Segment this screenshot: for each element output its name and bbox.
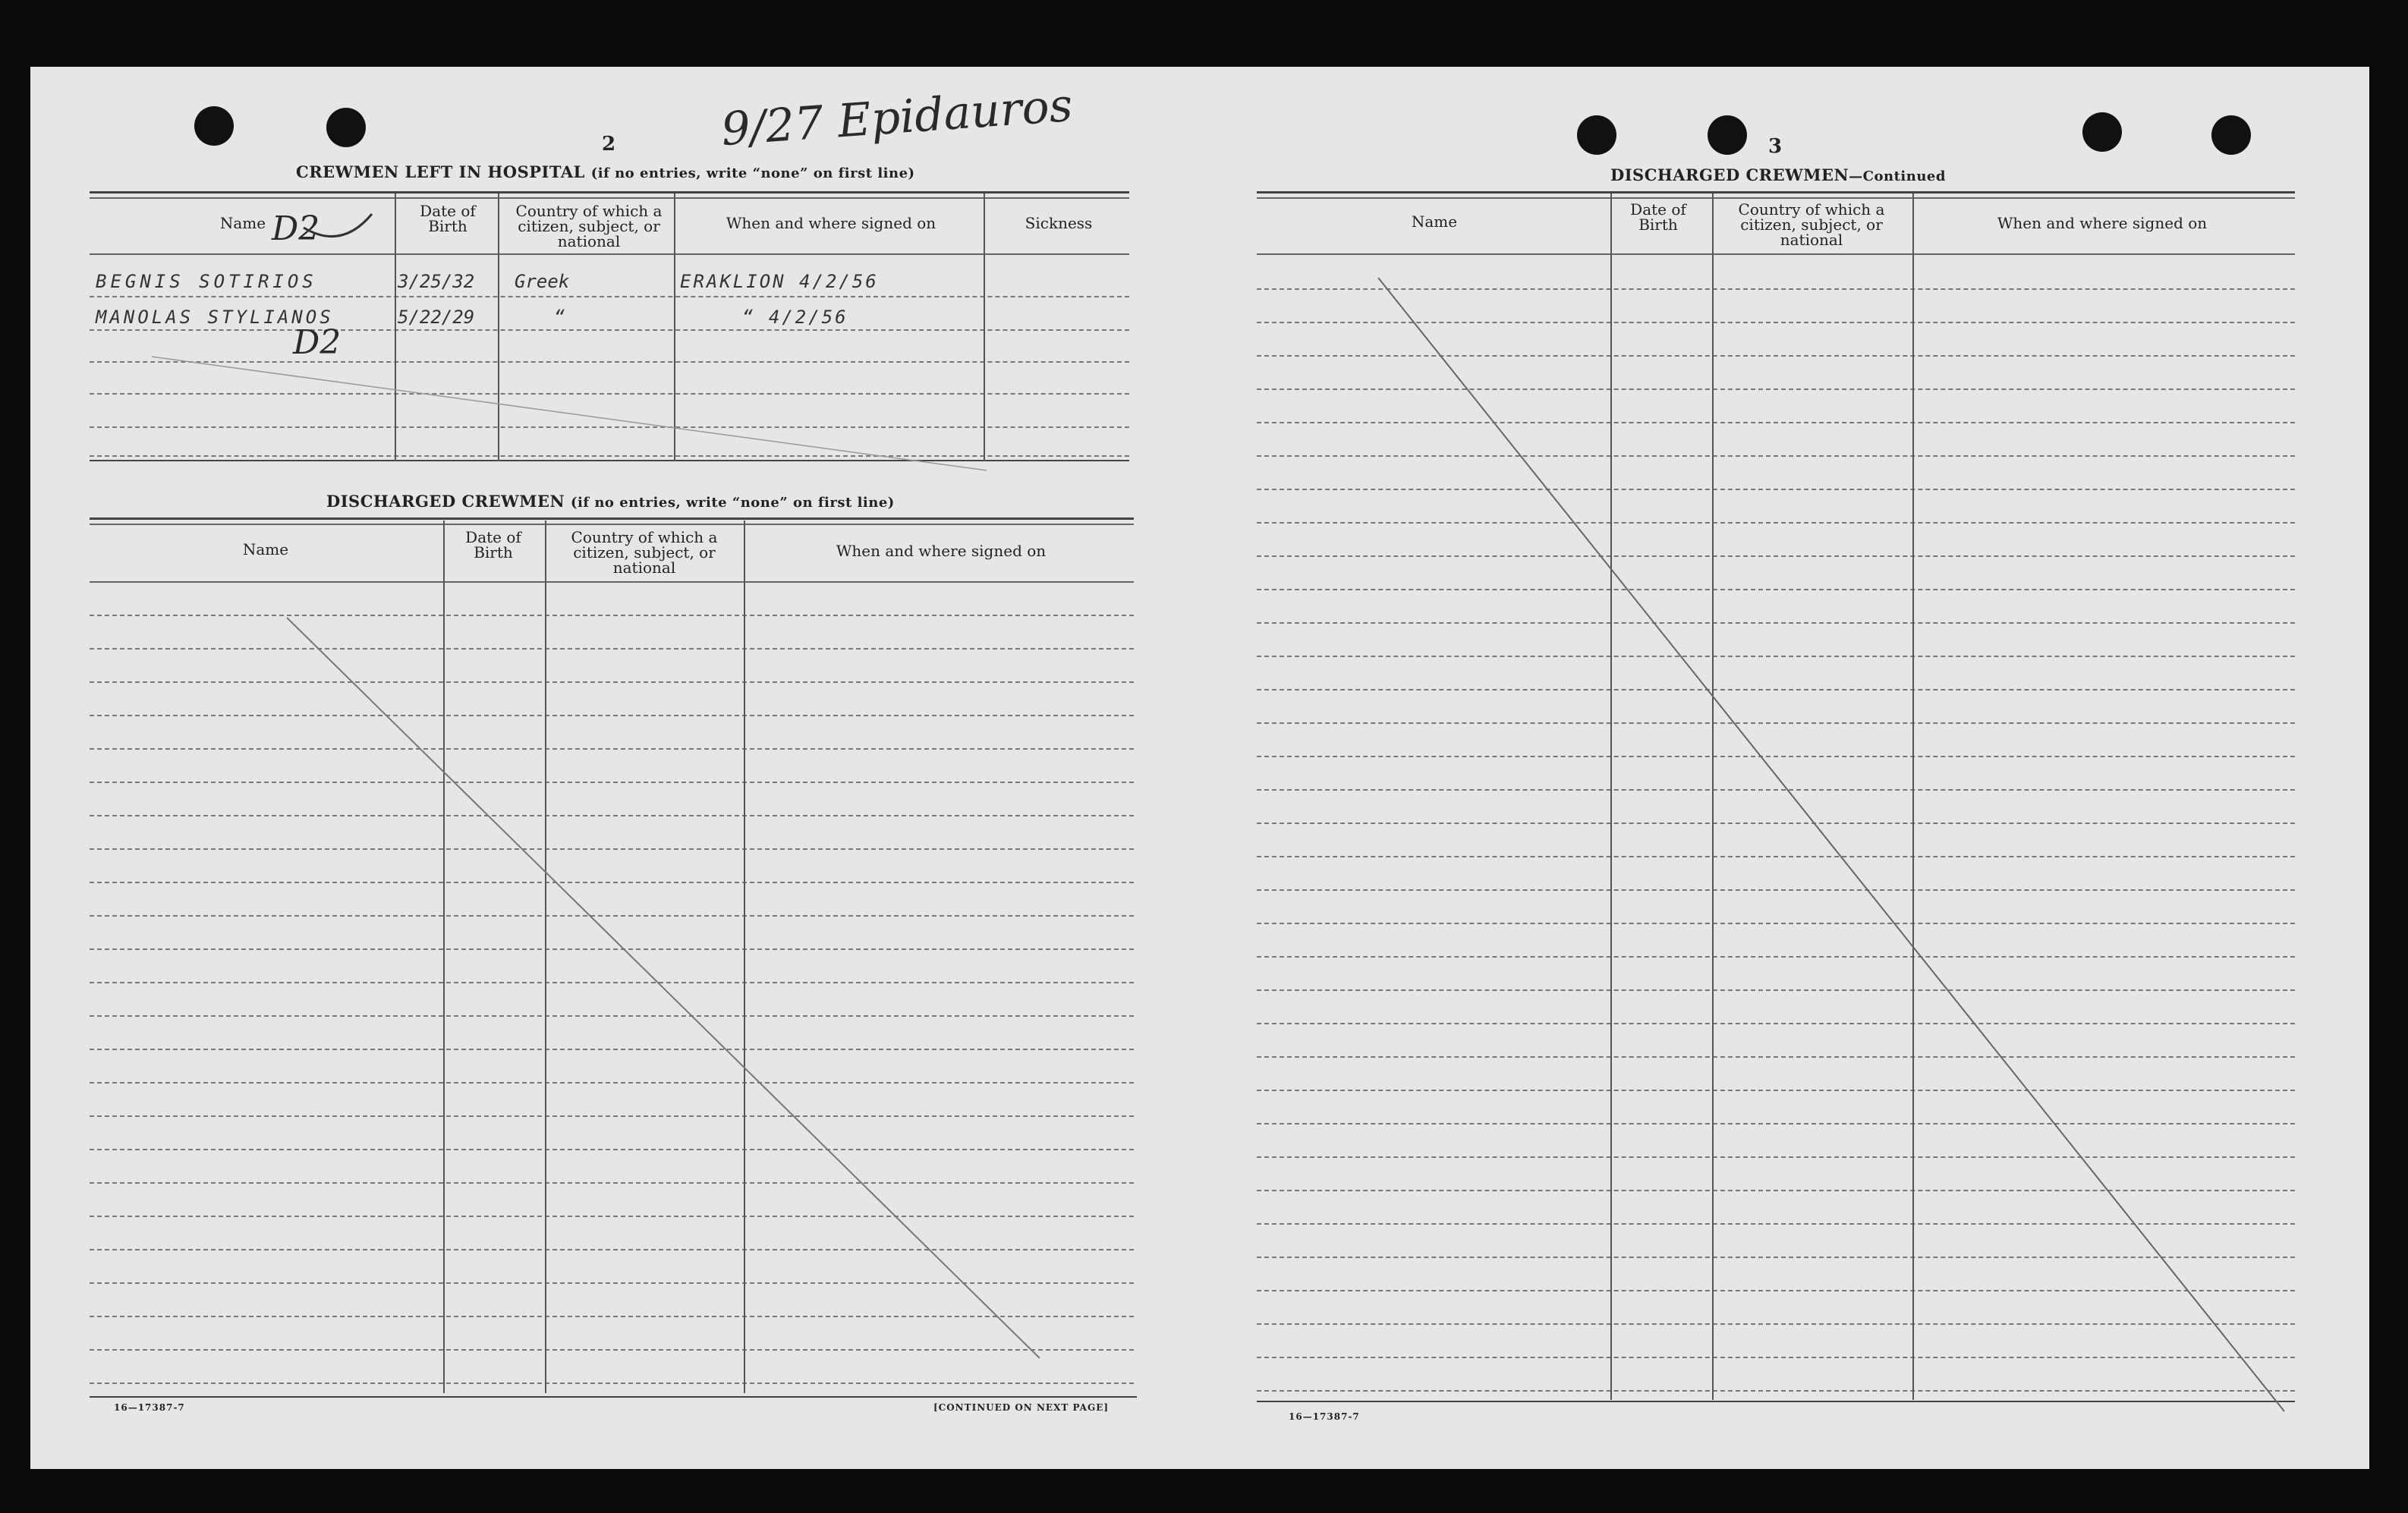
discharged-title-text: DISCHARGED CREWMEN [326, 492, 565, 511]
cancel-line-right [1378, 278, 2284, 1411]
col-header-country: Country of which a citizen, subject, or national [515, 202, 663, 250]
col-header-country: Country of which a citizen, subject, or national [1738, 200, 1885, 249]
page-number-left: 2 [602, 133, 616, 156]
form-number-left: 16—17387-7 [114, 1402, 185, 1413]
continued-note: [CONTINUED ON NEXT PAGE] [933, 1402, 1110, 1413]
underline-stroke [304, 214, 372, 237]
col-header-dob: Date of Birth [1630, 200, 1686, 234]
hospital-title-text: CREWMEN LEFT IN HOSPITAL [296, 162, 585, 181]
name-header-mark: D2 [272, 209, 320, 248]
cancel-line-left [287, 618, 1040, 1358]
page-number-right: 3 [1768, 135, 1783, 158]
hospital-row-1-signed-on: ERAKLION 4/2/56 [680, 271, 879, 292]
hospital-row-1-country: Greek [515, 271, 570, 292]
hospital-row-2-signed-on: “ 4/2/56 [742, 307, 848, 328]
col-header-dob: Date of Birth [420, 202, 476, 235]
col-header-dob: Date of Birth [465, 528, 521, 561]
hospital-row-2-name: MANOLAS STYLIANOS [96, 307, 334, 328]
col-header-sickness: Sickness [1025, 214, 1093, 232]
discharged-instruction: (if no entries, write “none” on first line) [570, 495, 895, 511]
stray-line [152, 357, 987, 470]
right-title-suffix: —Continued [1849, 168, 1946, 184]
hospital-row-2-dob: 5/22/29 [398, 307, 475, 328]
hospital-row-1-name: BEGNIS SOTIRIOS [96, 271, 317, 292]
col-header-country: Country of which a citizen, subject, or national [571, 528, 718, 577]
hospital-instruction: (if no entries, write “none” on first line) [590, 165, 915, 181]
row-mark: D2 [293, 323, 342, 362]
col-header-name: Name [219, 214, 266, 232]
col-header-signed-on: When and where signed on [726, 214, 936, 232]
col-header-name: Name [1411, 212, 1458, 231]
col-header-signed-on: When and where signed on [836, 542, 1047, 560]
hospital-row-2-country: “ [554, 307, 565, 328]
col-header-name: Name [242, 540, 289, 558]
right-title-text: DISCHARGED CREWMEN [1610, 165, 1849, 184]
col-header-signed-on: When and where signed on [1997, 214, 2208, 232]
form-number-right: 16—17387-7 [1289, 1411, 1360, 1422]
hospital-row-1-dob: 3/25/32 [398, 271, 475, 292]
handwritten-ship-note: 9/27 Epidauros [719, 78, 1075, 157]
